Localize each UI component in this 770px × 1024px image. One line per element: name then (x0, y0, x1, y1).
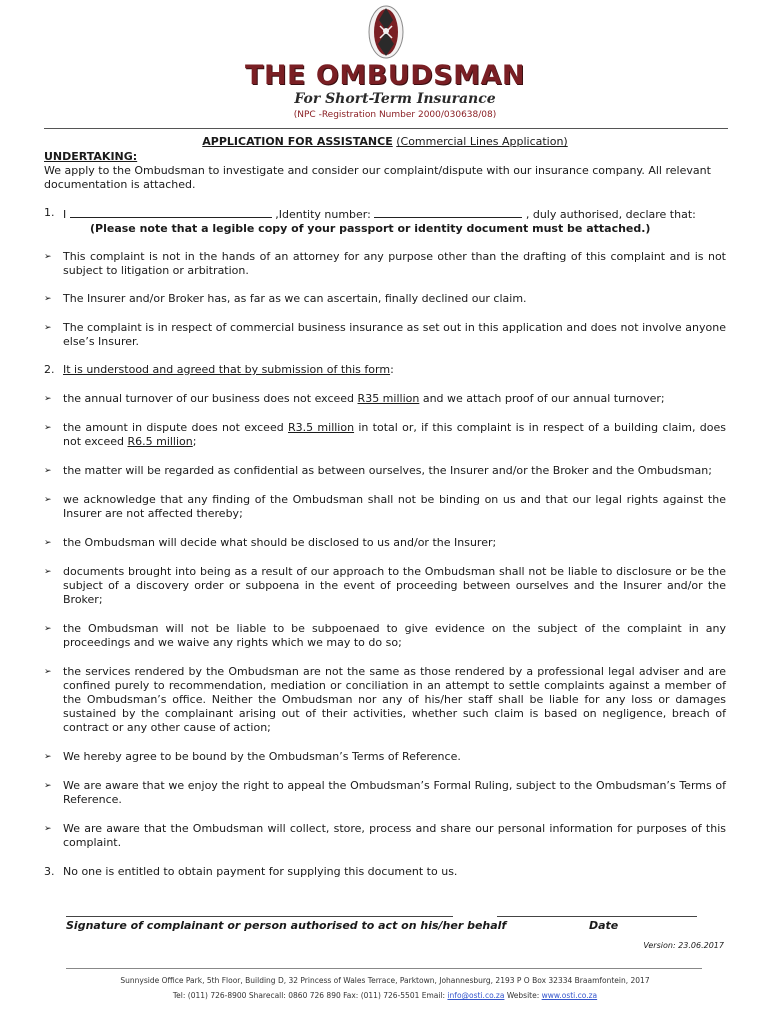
list-item (44, 665, 726, 735)
list-item (44, 536, 726, 550)
bullet-text: in total or, if this complaint is in respect of a building claim, does not exceed (63, 421, 726, 448)
bullet-text: and we attach proof of our annual turnover; (419, 392, 665, 405)
bullet-text: The Insurer and/or Broker has, as far as we can ascertain, finally declined our claim. (63, 292, 527, 305)
section-2-number: 2. (44, 363, 55, 376)
bullet-text: the Ombudsman will decide what should be disclosed to us and/or the Insurer; (63, 536, 497, 549)
list-item (44, 565, 726, 607)
footer-contact-numbers: Tel: (011) 726-8900 Sharecall: 0860 726 890 Fax: (011) 726-5501 Email: (172, 991, 448, 1000)
website-label: Website: (504, 991, 542, 1000)
list-item (44, 321, 726, 349)
list-item (44, 493, 726, 521)
arrow-bullet-icon: ➢ (44, 781, 52, 791)
bullet-text: the amount in dispute does not exceed (63, 421, 288, 434)
arrow-bullet-icon: ➢ (44, 667, 52, 677)
turnover-limit: R35 million (357, 392, 420, 405)
arrow-bullet-icon: ➢ (44, 624, 52, 634)
arrow-bullet-icon: ➢ (44, 294, 52, 304)
signature-field[interactable] (66, 916, 453, 917)
arrow-bullet-icon: ➢ (44, 394, 52, 404)
section-3-text: No one is entitled to obtain payment for supplying this document to us. (63, 865, 458, 878)
ombudsman-shield-logo-icon (366, 2, 406, 60)
form-body (44, 150, 726, 879)
bullet-text: we acknowledge that any finding of the Ombudsman shall not be binding on us and that our legal rights against the Insurer are not affected thereby; (63, 493, 726, 520)
footer-divider (66, 968, 702, 969)
arrow-bullet-icon: ➢ (44, 466, 52, 476)
dispute-limit: R3.5 million (288, 421, 355, 434)
registration-number: (NPC -Registration Number 2000/030638/08) (293, 110, 497, 120)
undertaking-heading: UNDERTAKING: (44, 150, 138, 163)
building-claim-limit: R6.5 million (127, 435, 193, 448)
version-label: Version: 23.06.2017 (643, 941, 724, 950)
bullet-text: the annual turnover of our business does not exceed (63, 392, 358, 405)
website-link[interactable]: www.osti.co.za (541, 991, 598, 1000)
i-label: I (63, 208, 67, 221)
arrow-bullet-icon: ➢ (44, 252, 52, 262)
org-name: THE OMBUDSMAN (245, 60, 525, 91)
list-item (44, 750, 726, 764)
bullet-text: the matter will be regarded as confidential as between ourselves, the Insurer and/or the Broker and the Ombudsman; (63, 464, 712, 477)
section-2-heading-colon: : (390, 363, 394, 376)
identity-number-label: ,Identity number: (275, 208, 371, 221)
bullet-text: We are aware that we enjoy the right to appeal the Ombudsman’s Formal Ruling, subject to the Ombudsman’s Terms of Reference. (63, 779, 726, 806)
header-divider (44, 128, 728, 129)
section-1-declaration (44, 206, 726, 222)
section-3 (44, 865, 726, 879)
list-item (44, 464, 726, 478)
declare-text: , duly authorised, declare that: (525, 208, 696, 221)
list-item (44, 250, 726, 278)
arrow-bullet-icon: ➢ (44, 752, 52, 762)
arrow-bullet-icon: ➢ (44, 538, 52, 548)
name-field[interactable] (70, 206, 272, 218)
list-item (44, 421, 726, 449)
bullet-text: documents brought into being as a result of our approach to the Ombudsman shall not be liable to disclosure or be the subject of a discovery order or subpoena in the event of proceeding between ourselves and the Insurer and/or the Broker; (63, 565, 726, 606)
arrow-bullet-icon: ➢ (44, 495, 52, 505)
footer-contact (0, 991, 770, 1000)
id-copy-note: (Please note that a legible copy of your passport or identity document must be attached.) (90, 222, 651, 235)
section-2-heading (44, 363, 726, 377)
bullet-text: This complaint is not in the hands of an attorney for any purpose other than the drafting of this complaint and is not subject to litigation or arbitration. (63, 250, 726, 277)
date-field[interactable] (497, 916, 697, 917)
form-title-main: APPLICATION FOR ASSISTANCE (202, 135, 393, 148)
section-2-heading-text: It is understood and agreed that by submission of this form (63, 363, 391, 376)
footer-address: Sunnyside Office Park, 5th Floor, Building D, 32 Princess of Wales Terrace, Parktown, Johannesburg, 2193 P O Box 32334 Braamfontein, 2017 (120, 976, 650, 985)
form-title (0, 135, 770, 148)
bullet-text: ; (192, 435, 197, 448)
undertaking-text: We apply to the Ombudsman to investigate and consider our complaint/dispute with our insurance company. All relevant documentation is attached. (44, 164, 711, 191)
arrow-bullet-icon: ➢ (44, 423, 52, 433)
identity-number-field[interactable] (374, 206, 522, 218)
bullet-text: The complaint is in respect of commercial business insurance as set out in this application and does not involve anyone else’s Insurer. (63, 321, 726, 348)
bullet-text: the Ombudsman will not be liable to be subpoenaed to give evidence on the subject of the complaint in any proceedings and we waive any rights which we may to do so; (63, 622, 726, 649)
org-subtitle: For Short-Term Insurance (294, 91, 496, 107)
section-3-number: 3. (44, 865, 55, 878)
arrow-bullet-icon: ➢ (44, 824, 52, 834)
arrow-bullet-icon: ➢ (44, 567, 52, 577)
list-item (44, 779, 726, 807)
list-item (44, 822, 726, 850)
bullet-text: We are aware that the Ombudsman will collect, store, process and share our personal information for purposes of this complaint. (63, 822, 726, 849)
signature-label: Signature of complainant or person authorised to act on his/her behalf (66, 919, 507, 932)
date-label: Date (589, 919, 619, 932)
arrow-bullet-icon: ➢ (44, 323, 52, 333)
form-title-sub: (Commercial Lines Application) (396, 135, 568, 148)
email-link[interactable]: info@osti.co.za (447, 991, 505, 1000)
list-item (44, 292, 726, 306)
section-1-number: 1. (44, 206, 55, 219)
bullet-text: the services rendered by the Ombudsman are not the same as those rendered by a professional legal adviser and are confined purely to recommendation, mediation or conciliation in an attempt to settle complaints against a member of the Ombudsman’s office. Neither the Ombudsman nor any of his/her staff shall be liable for any loss or damages sustained by the complainant arising out of their activities, whether such claim is based on negligence, breach of contract or any other cause of action; (63, 665, 726, 734)
bullet-text: We hereby agree to be bound by the Ombudsman’s Terms of Reference. (63, 750, 461, 763)
list-item (44, 622, 726, 650)
list-item (44, 392, 726, 406)
